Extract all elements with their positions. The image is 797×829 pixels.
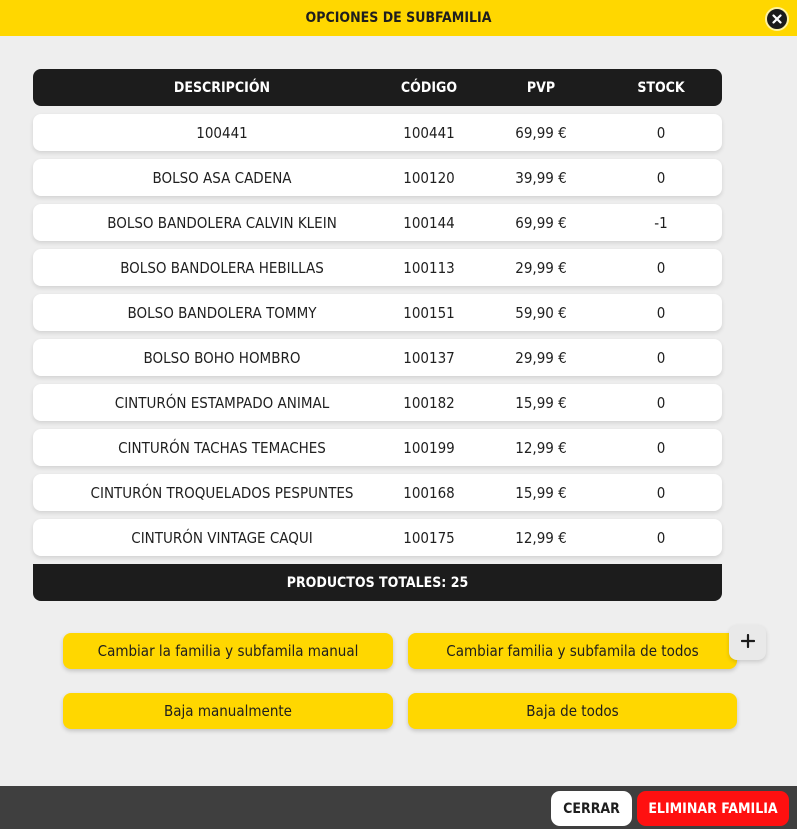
- row-pvp: 29,99 €: [515, 348, 567, 367]
- dialog-title: OPCIONES DE SUBFAMILIA: [305, 10, 492, 26]
- row-stock: 0: [656, 348, 666, 367]
- row-description: BOLSO ASA CADENA: [152, 168, 292, 187]
- unsubscribe-all-button[interactable]: Baja de todos: [408, 693, 737, 729]
- row-pvp: 29,99 €: [515, 258, 567, 277]
- row-description: BOLSO BANDOLERA HEBILLAS: [120, 258, 324, 277]
- row-pvp: 69,99 €: [515, 213, 567, 232]
- row-description: CINTURÓN VINTAGE CAQUI: [131, 528, 313, 547]
- row-code: 100175: [403, 528, 455, 547]
- table-row[interactable]: [33, 159, 722, 196]
- row-stock: 0: [656, 168, 666, 187]
- close-button[interactable]: [765, 7, 789, 31]
- row-description: CINTURÓN ESTAMPADO ANIMAL: [114, 393, 330, 412]
- row-description: BOLSO BANDOLERA CALVIN KLEIN: [107, 213, 337, 232]
- table-row[interactable]: [33, 249, 722, 286]
- row-stock: 0: [656, 303, 666, 322]
- row-pvp: 12,99 €: [515, 438, 567, 457]
- row-description: BOLSO BANDOLERA TOMMY: [127, 303, 317, 322]
- row-pvp: 12,99 €: [515, 528, 567, 547]
- row-description: CINTURÓN TACHAS TEMACHES: [118, 438, 326, 457]
- row-description: BOLSO BOHO HOMBRO: [143, 348, 301, 367]
- table-row[interactable]: [33, 519, 722, 556]
- row-code: 100144: [403, 213, 455, 232]
- change-family-all-button[interactable]: Cambiar familia y subfamila de todos: [408, 633, 737, 669]
- table-row[interactable]: [33, 204, 722, 241]
- row-pvp: 59,90 €: [515, 303, 567, 322]
- header-pvp: PVP: [526, 79, 556, 96]
- row-code: 100199: [403, 438, 455, 457]
- row-pvp: 15,99 €: [515, 393, 567, 412]
- table-row[interactable]: [33, 474, 722, 511]
- row-pvp: 39,99 €: [515, 168, 567, 187]
- plus-icon: [741, 633, 755, 652]
- header-stock: STOCK: [637, 79, 685, 96]
- row-code: 100182: [403, 393, 455, 412]
- table-row[interactable]: [33, 429, 722, 466]
- row-stock: 0: [656, 258, 666, 277]
- close-icon: [772, 14, 782, 24]
- row-stock: 0: [656, 123, 666, 142]
- row-code: 100168: [403, 483, 455, 502]
- row-code: 100137: [403, 348, 455, 367]
- row-code: 100120: [403, 168, 455, 187]
- row-stock: 0: [656, 438, 666, 457]
- row-code: 100151: [403, 303, 455, 322]
- products-total: PRODUCTOS TOTALES: 25: [33, 564, 722, 601]
- row-stock: 0: [656, 483, 666, 502]
- table-row[interactable]: [33, 294, 722, 331]
- row-description: CINTURÓN TROQUELADOS PESPUNTES: [90, 483, 354, 502]
- row-description: 100441: [196, 123, 248, 142]
- row-stock: 0: [656, 393, 666, 412]
- table-row[interactable]: [33, 339, 722, 376]
- dialog-titlebar: [0, 0, 797, 36]
- change-family-manual-button[interactable]: Cambiar la familia y subfamila manual: [63, 633, 393, 669]
- row-code: 100113: [403, 258, 455, 277]
- table-row[interactable]: [33, 114, 722, 151]
- close-dialog-button[interactable]: CERRAR: [551, 791, 632, 826]
- header-description: DESCRIPCIÓN: [173, 79, 271, 96]
- row-pvp: 15,99 €: [515, 483, 567, 502]
- unsubscribe-manual-button[interactable]: Baja manualmente: [63, 693, 393, 729]
- row-stock: 0: [656, 528, 666, 547]
- delete-family-button[interactable]: ELIMINAR FAMILIA: [637, 791, 789, 826]
- header-code: CÓDIGO: [400, 79, 458, 96]
- row-code: 100441: [403, 123, 455, 142]
- row-pvp: 69,99 €: [515, 123, 567, 142]
- table-row[interactable]: [33, 384, 722, 421]
- add-button[interactable]: [729, 625, 766, 660]
- row-stock: -1: [654, 213, 668, 232]
- table-header: [33, 69, 722, 106]
